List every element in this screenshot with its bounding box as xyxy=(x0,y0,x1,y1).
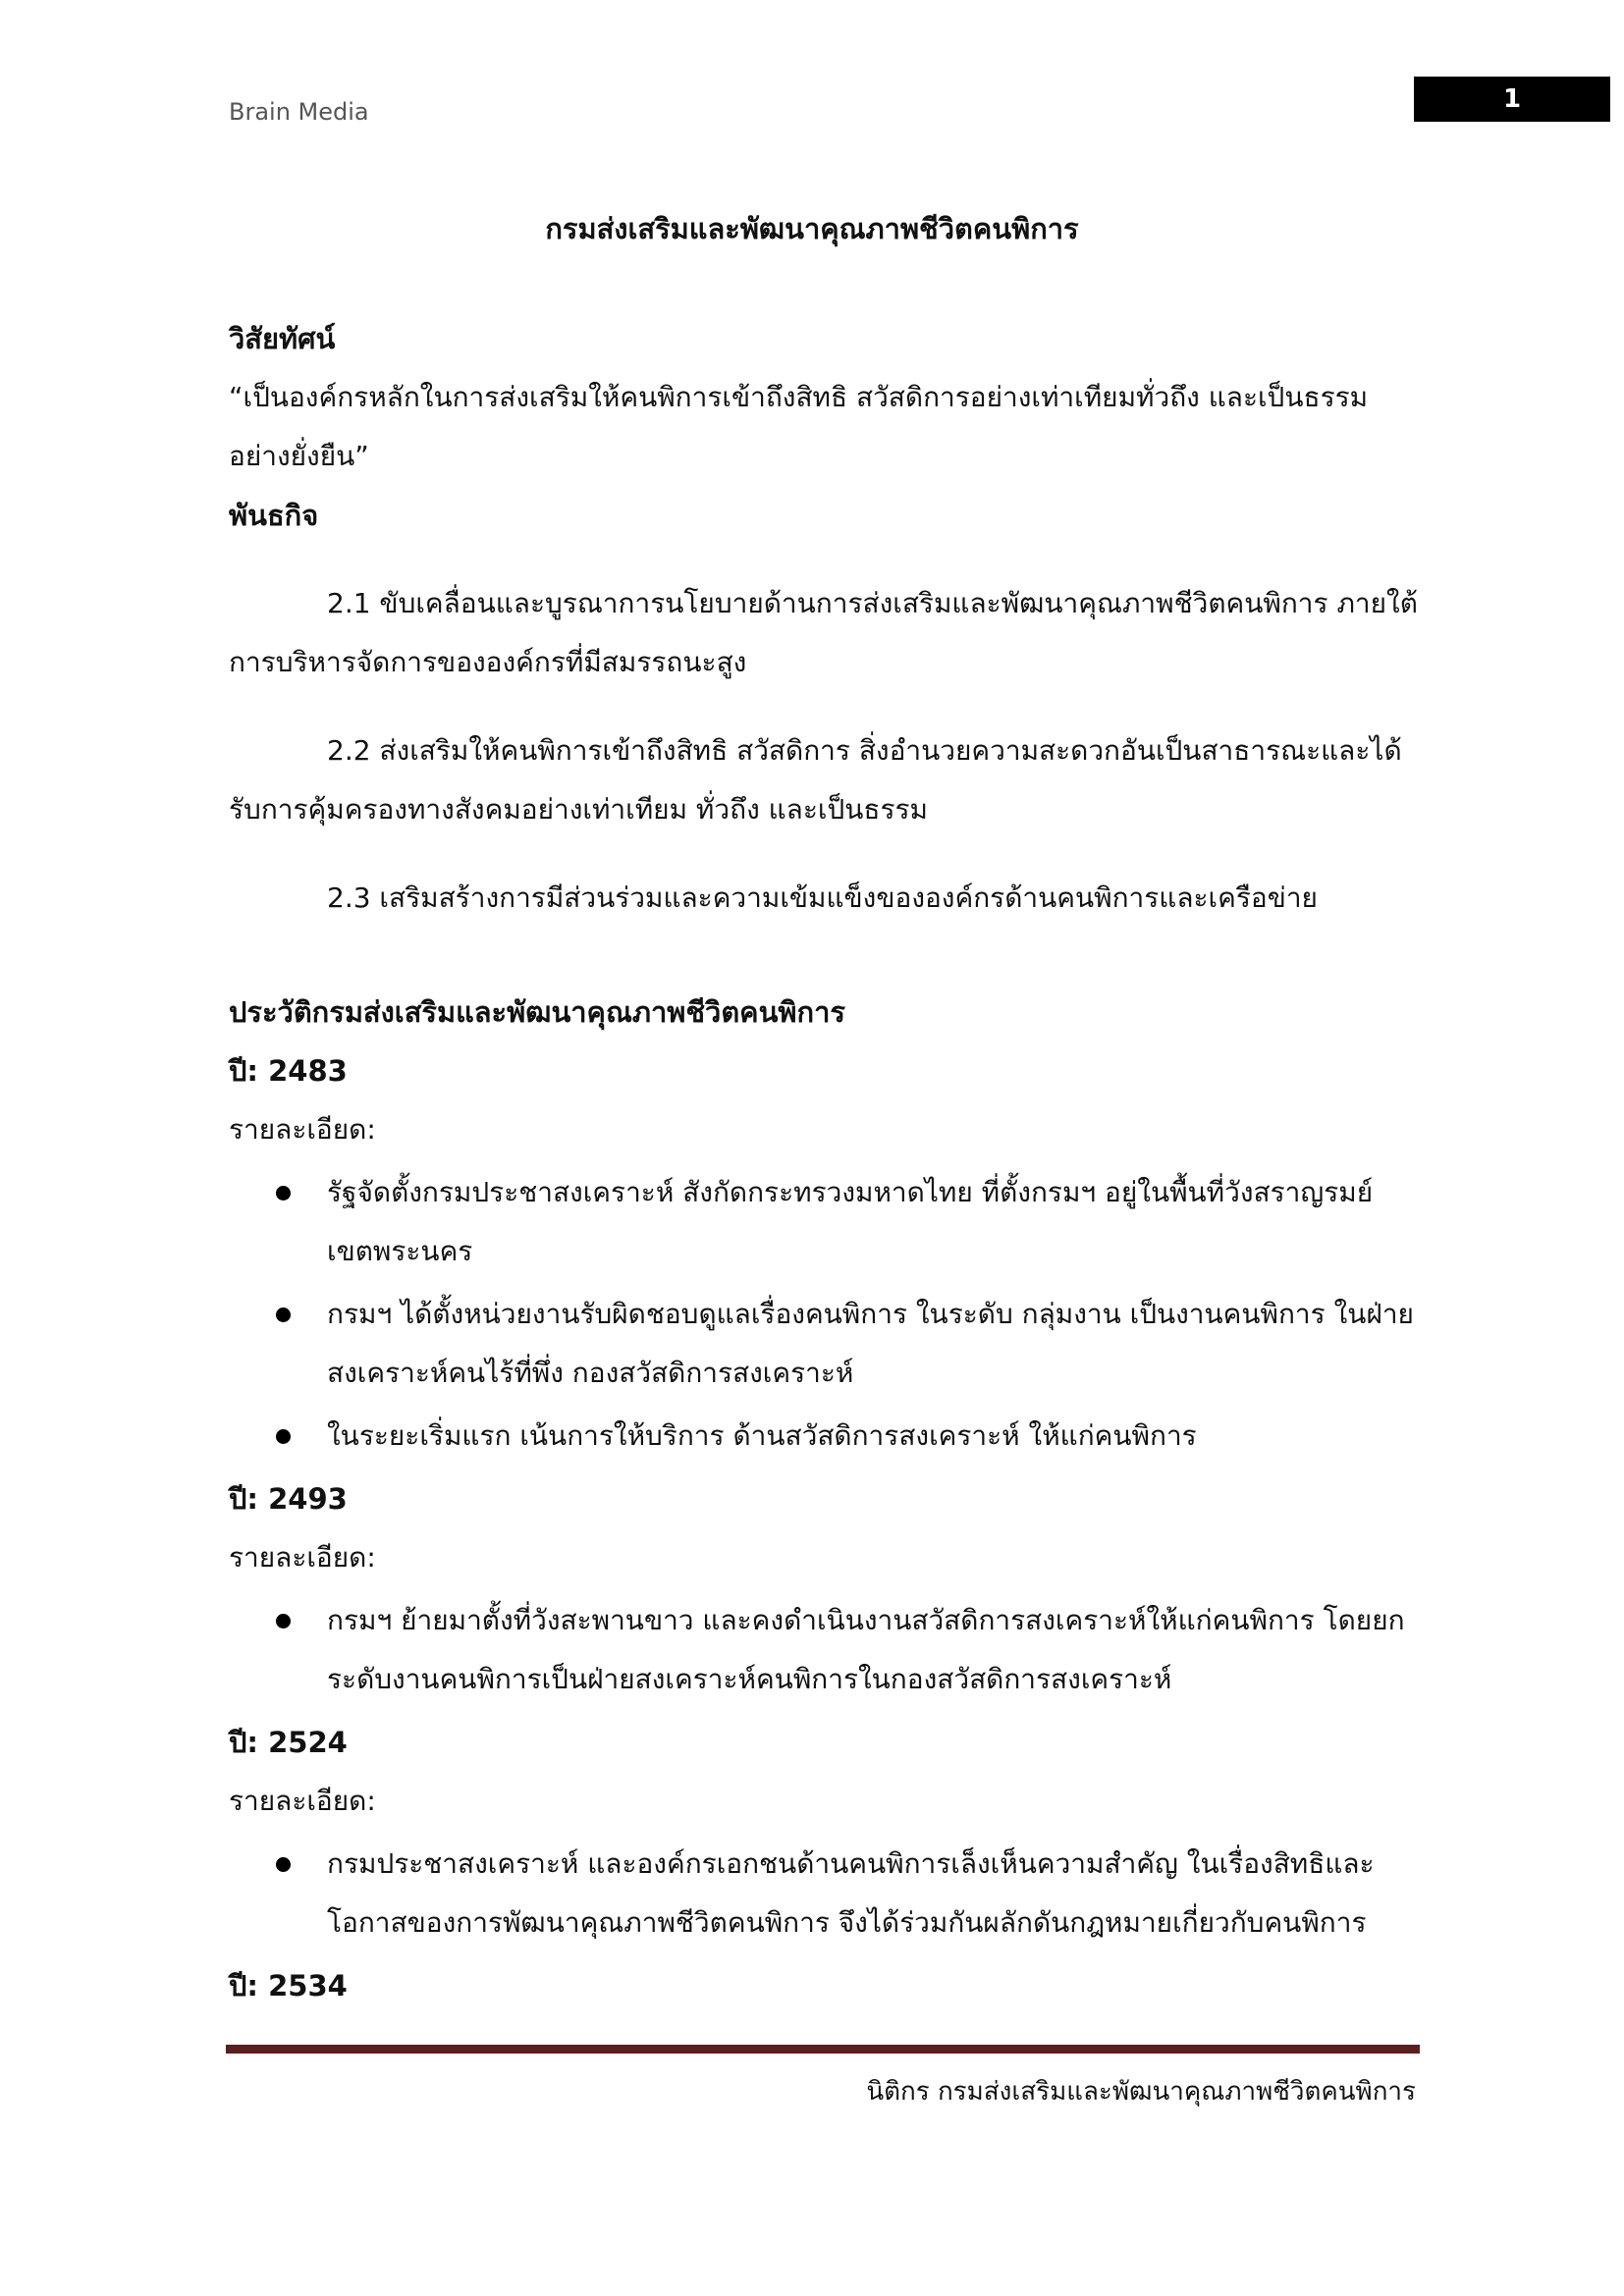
page-number: 1 xyxy=(1502,84,1522,114)
mission-item: 2.3 เสริมสร้างการมีส่วนร่วมและความเข้มแข็งขององค์กรด้านคนพิการและเครือข่าย xyxy=(327,881,1318,914)
detail-label: รายละเอียด: xyxy=(229,1541,376,1574)
history-year: ปี: 2534 xyxy=(229,1969,348,2002)
bullet-item xyxy=(229,1285,1427,1403)
bullet-item xyxy=(229,1835,1427,1952)
bullet-text: กรมฯ ได้ตั้งหน่วยงานรับผิดชอบดูแลเรื่องคนพิการ ในระดับ กลุ่มงาน เป็นงานคนพิการ ในฝ่ายสงเคราะห์คนไร้ที่พึ่ง กองสวัสดิการสงเคราะห์ xyxy=(327,1298,1414,1389)
detail-label: รายละเอียด: xyxy=(229,1113,376,1146)
history-bullets xyxy=(229,1163,1427,1466)
history-bullets xyxy=(229,1591,1427,1709)
header-brand: Brain Media xyxy=(229,98,369,126)
history-year: ปี: 2524 xyxy=(229,1726,348,1759)
bullet-text: ในระยะเริ่มแรก เน้นการให้บริการ ด้านสวัสดิการสงเคราะห์ ให้แก่คนพิการ xyxy=(327,1419,1197,1452)
document-body xyxy=(229,309,1427,2015)
detail-label: รายละเอียด: xyxy=(229,1785,376,1817)
bullet-icon xyxy=(276,1429,291,1444)
bullet-icon xyxy=(276,1308,291,1322)
footer-text: นิติกร กรมส่งเสริมและพัฒนาคุณภาพชีวิตคนพิการ xyxy=(866,2077,1416,2107)
vision-text: “เป็นองค์กรหลักในการส่งเสริมให้คนพิการเข้าถึงสิทธิ สวัสดิการอย่างเท่าเทียมทั่วถึง และเป็นธรรมอย่างยั่งยืน” xyxy=(229,381,1369,472)
bullet-text: รัฐจัดตั้งกรมประชาสงเคราะห์ สังกัดกระทรวงมหาดไทย ที่ตั้งกรมฯ อยู่ในพื้นที่วังสราญรมย์ เขตพระนคร xyxy=(327,1176,1374,1267)
page-number-box xyxy=(1414,77,1610,122)
history-heading: ประวัติกรมส่งเสริมและพัฒนาคุณภาพชีวิตคนพิการ xyxy=(229,995,845,1029)
bullet-item xyxy=(229,1163,1427,1281)
history-year: ปี: 2493 xyxy=(229,1482,348,1516)
bullet-item xyxy=(229,1407,1427,1466)
bullet-icon xyxy=(276,1614,291,1629)
bullet-text: กรมฯ ย้ายมาตั้งที่วังสะพานขาว และคงดำเนินงานสวัสดิการสงเคราะห์ให้แก่คนพิการ โดยยกระดับงานคนพิการเป็นฝ่ายสงเคราะห์คนพิการในกองสวัสดิการสงเคราะห์ xyxy=(327,1604,1405,1695)
history-bullets xyxy=(229,1835,1427,1952)
mission-item: 2.1 ขับเคลื่อนและบูรณาการนโยบายด้านการส่งเสริมและพัฒนาคุณภาพชีวิตคนพิการ ภายใต้การบริหารจัดการขององค์กรที่มีสมรรถนะสูง xyxy=(229,587,1418,678)
mission-item: 2.2 ส่งเสริมให้คนพิการเข้าถึงสิทธิ สวัสดิการ สิ่งอำนวยความสะดวกอันเป็นสาธารณะและได้รับการคุ้มครองทางสังคมอย่างเท่าเทียม ทั่วถึง และเป็นธรรม xyxy=(229,734,1402,826)
bullet-item xyxy=(229,1591,1427,1709)
bullet-icon xyxy=(276,1186,291,1201)
footer-rule xyxy=(226,2045,1420,2054)
history-year: ปี: 2483 xyxy=(229,1054,348,1088)
bullet-icon xyxy=(276,1857,291,1872)
bullet-text: กรมประชาสงเคราะห์ และองค์กรเอกชนด้านคนพิการเล็งเห็นความสำคัญ ในเรื่องสิทธิและโอกาสของการพัฒนาคุณภาพชีวิตคนพิการ จึงได้ร่วมกันผลักดันกฎหมายเกี่ยวกับคนพิการ xyxy=(327,1847,1375,1939)
document-title: กรมส่งเสริมและพัฒนาคุณภาพชีวิตคนพิการ xyxy=(545,212,1079,245)
vision-heading: วิสัยทัศน์ xyxy=(229,322,336,355)
mission-heading: พันธกิจ xyxy=(229,499,319,532)
